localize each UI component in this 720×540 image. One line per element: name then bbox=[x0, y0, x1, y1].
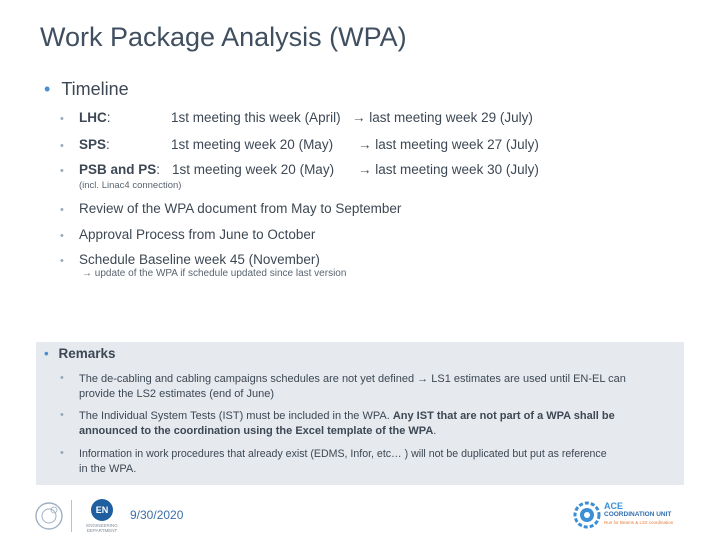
cern-logo bbox=[32, 500, 66, 537]
timeline-heading: Timeline bbox=[61, 79, 129, 99]
ace-unit: COORDINATION UNIT bbox=[604, 511, 672, 518]
meeting-label-psb: PSB and PS: bbox=[79, 162, 161, 177]
sub-bullet-icon: • bbox=[60, 140, 64, 152]
meeting-last-sps: → last meeting week 27 (July) bbox=[358, 137, 539, 152]
timeline-heading-row bbox=[44, 79, 129, 100]
meeting-last-psb: → last meeting week 30 (July) bbox=[358, 162, 539, 177]
meeting-first-lhc: 1st meeting this week (April) bbox=[171, 110, 341, 125]
psb-note: (incl. Linac4 connection) bbox=[79, 180, 182, 191]
bullet-icon: • bbox=[44, 346, 49, 361]
remark-item-1: The de-cabling and cabling campaigns schedules are not yet defined → LS1 estimates are used until EN-EL can provide the LS2 estimates (end of June) bbox=[79, 373, 626, 400]
right-arrow-icon: → bbox=[358, 137, 372, 152]
footer-separator bbox=[71, 500, 72, 532]
slide-title: Work Package Analysis (WPA) bbox=[40, 22, 407, 52]
baseline-text: Schedule Baseline week 45 (November) bbox=[79, 252, 320, 267]
en-badge: EN bbox=[91, 499, 113, 521]
meeting-first-sps: 1st meeting week 20 (May) bbox=[171, 137, 334, 152]
right-arrow-icon: → bbox=[358, 162, 372, 177]
approval-row bbox=[60, 227, 64, 242]
en-caption-1: ENGINEERING bbox=[86, 523, 118, 528]
ace-coordination-unit-logo bbox=[572, 500, 692, 532]
sub-bullet-icon: • bbox=[60, 204, 64, 216]
sub-bullet-icon: • bbox=[60, 255, 64, 267]
approval-text: Approval Process from June to October bbox=[79, 227, 316, 242]
baseline-note: → update of the WPA if schedule updated since last version bbox=[82, 268, 347, 279]
sub-bullet-icon: • bbox=[60, 165, 64, 177]
footer-date: 9/30/2020 bbox=[130, 508, 184, 522]
cern-logo-icon bbox=[32, 500, 66, 532]
meeting-last-lhc: → last meeting week 29 (July) bbox=[352, 110, 533, 125]
meeting-row-lhc bbox=[60, 110, 64, 125]
sub-bullet-icon: • bbox=[60, 447, 64, 459]
review-text: Review of the WPA document from May to September bbox=[79, 201, 402, 216]
ace-gear-icon bbox=[572, 500, 602, 530]
sub-bullet-icon: • bbox=[60, 113, 64, 125]
remarks-heading-row bbox=[44, 346, 116, 361]
right-arrow-icon: → bbox=[82, 268, 92, 279]
bullet-icon: • bbox=[44, 79, 51, 99]
meeting-row-sps bbox=[60, 137, 64, 152]
remarks-heading: Remarks bbox=[58, 346, 116, 361]
right-arrow-icon: → bbox=[417, 373, 429, 385]
meeting-first-psb: 1st meeting week 20 (May) bbox=[172, 162, 335, 177]
remark-item-3: Information in work procedures that already exist (EDMS, Infor, etc… ) will not be duplicated but put as reference in the WPA. bbox=[79, 448, 607, 475]
en-department-logo bbox=[80, 499, 124, 533]
baseline-row bbox=[60, 252, 64, 267]
meeting-label-lhc: LHC: bbox=[79, 110, 111, 125]
sub-bullet-icon: • bbox=[60, 409, 64, 421]
right-arrow-icon: → bbox=[352, 110, 366, 125]
meeting-row-psb bbox=[60, 162, 64, 177]
sub-bullet-icon: • bbox=[60, 372, 64, 384]
remark-item-2: The Individual System Tests (IST) must be included in the WPA. Any IST that are not part of a WPA shall be announced to the coordination using the Excel template of the WPA. bbox=[79, 410, 615, 437]
ace-tagline: Run for Beams & LS2 coordination bbox=[604, 520, 674, 525]
sub-bullet-icon: • bbox=[60, 230, 64, 242]
en-caption-2: DEPARTMENT bbox=[86, 528, 118, 533]
meeting-label-sps: SPS: bbox=[79, 137, 110, 152]
ace-brand: ACE bbox=[604, 501, 624, 511]
review-row bbox=[60, 201, 64, 216]
